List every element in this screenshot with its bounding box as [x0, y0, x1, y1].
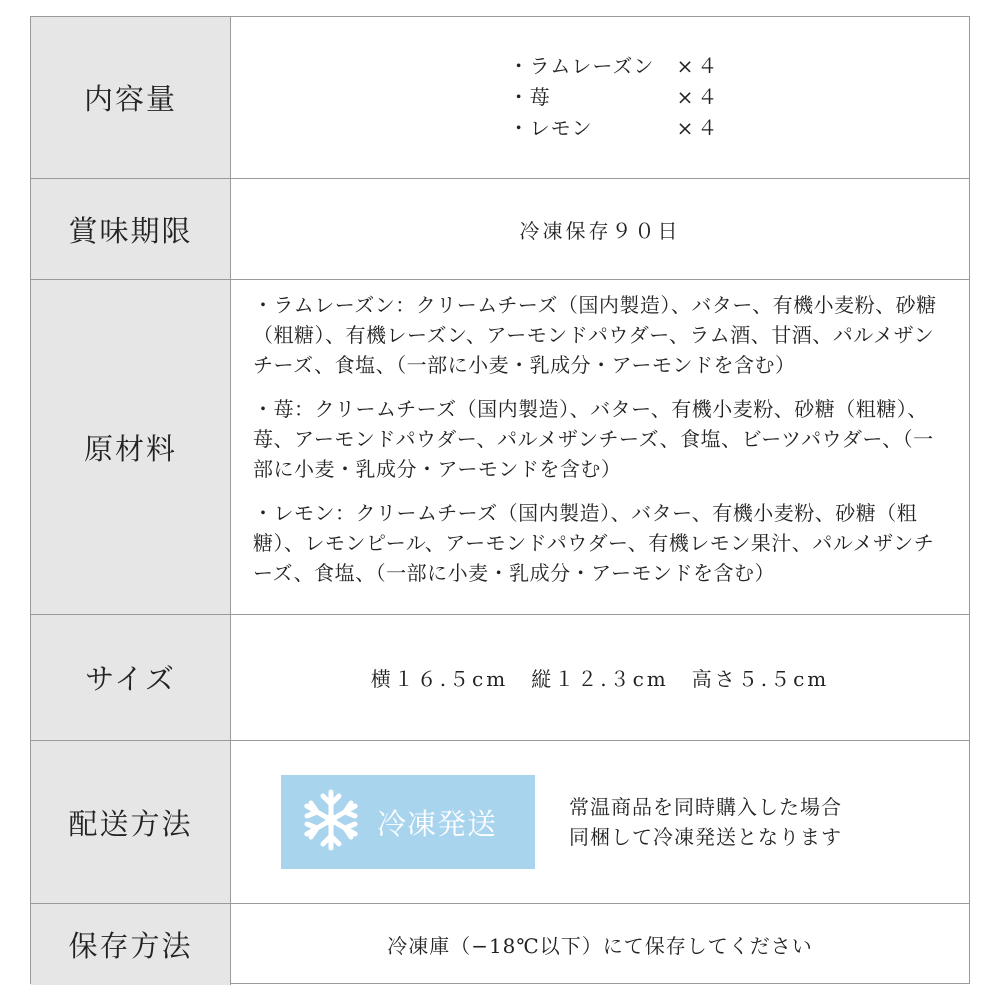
row-storage: [31, 904, 969, 985]
product-info-table: [30, 16, 970, 984]
label-expiry: 賞味期限: [31, 179, 231, 279]
contents-item-name: ・レモン: [508, 116, 593, 140]
row-shipping: [31, 741, 969, 904]
contents-item-name: ・苺: [508, 85, 551, 109]
row-expiry: [31, 179, 969, 280]
value-size: 横１６.５cm 縦１２.３cm 高さ５.５cm: [370, 667, 830, 691]
contents-item-qty: ×４: [676, 116, 722, 140]
value-ingredients: [231, 280, 969, 614]
contents-item: [509, 53, 722, 80]
shipping-note-line2: 同梱して冷凍発送となります: [569, 825, 842, 849]
row-contents: [31, 17, 969, 179]
label-storage: 保存方法: [31, 904, 231, 985]
ingredients-lemon: ・レモン：クリームチーズ（国内製造）、バター、有機小麦粉、砂糖（粗糖）、レモンピール、アーモンドパウダー、有機レモン果汁、パルメザンチーズ、食塩、（一部に小麦・乳成分・アーモンドを含む）: [253, 501, 935, 585]
value-storage: 冷凍庫（−18℃以下）にて保存してください: [387, 934, 813, 958]
ingredients-rum-raisin: ・ラムレーズン：クリームチーズ（国内製造）、バター、有機小麦粉、砂糖（粗糖）、有機レーズン、アーモンドパウダー、ラム酒、甘酒、パルメザンチーズ、食塩、（一部に小麦・乳成分・アーモンドを含む）: [253, 293, 937, 377]
badge-text: 冷凍発送: [377, 806, 498, 841]
contents-item: [509, 115, 722, 142]
row-ingredients: [31, 280, 969, 615]
ingredients-strawberry: ・苺：クリームチーズ（国内製造）、バター、有機小麦粉、砂糖（粗糖）、苺、アーモンドパウダー、パルメザンチーズ、食塩、ビーツパウダー、（一部に小麦・乳成分・アーモンドを含む）: [253, 397, 934, 481]
label-ingredients: 原材料: [31, 280, 231, 614]
label-shipping: 配送方法: [31, 741, 231, 903]
contents-list: [509, 53, 722, 142]
row-size: [31, 615, 969, 741]
contents-item-qty: ×４: [676, 85, 722, 109]
frozen-shipping-badge: [281, 775, 535, 869]
shipping-note: [569, 792, 842, 852]
contents-item-name: ・ラムレーズン: [508, 54, 655, 78]
label-contents: 内容量: [31, 17, 231, 178]
value-shipping: [231, 741, 969, 903]
shipping-note-line1: 常温商品を同時購入した場合: [569, 795, 842, 819]
contents-item-qty: ×４: [676, 54, 722, 78]
contents-item: [509, 84, 722, 111]
label-size: サイズ: [31, 615, 231, 740]
snowflake-icon: [299, 788, 363, 857]
value-contents: [231, 17, 969, 178]
value-expiry: 冷凍保存９０日: [519, 218, 681, 243]
